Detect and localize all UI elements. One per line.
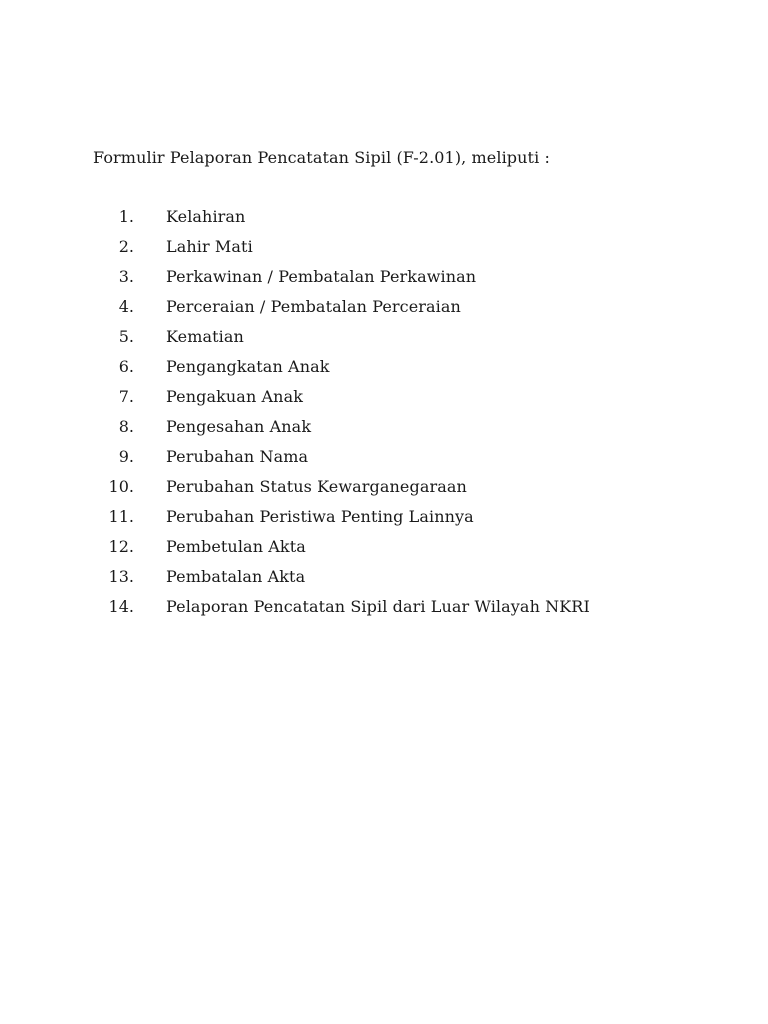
list-item [0,536,768,566]
list-item-number: 1. [118,207,134,226]
list-item-text: Pelaporan Pencatatan Sipil dari Luar Wilayah NKRI [166,597,590,616]
list-item-text: Pengakuan Anak [166,387,304,406]
list-item [0,566,768,596]
list-item-number: 10. [108,477,134,496]
form-list [0,206,768,626]
list-item-text: Kelahiran [166,207,246,226]
list-item [0,296,768,326]
list-item-number: 4. [118,297,134,316]
list-item-text: Lahir Mati [166,237,253,256]
list-item-text: Pengangkatan Anak [166,357,330,376]
list-item [0,356,768,386]
list-item [0,596,768,626]
list-item [0,326,768,356]
list-item-text: Pengesahan Anak [166,417,312,436]
list-item-number: 7. [118,387,134,406]
list-item-text: Pembatalan Akta [166,567,306,586]
list-item-text: Perubahan Peristiwa Penting Lainnya [166,507,474,526]
list-item [0,506,768,536]
list-item-number: 6. [118,357,134,376]
list-item-number: 2. [118,237,134,256]
list-item-text: Perubahan Status Kewarganegaraan [166,477,467,496]
list-item-number: 13. [108,567,134,586]
list-item-text: Perkawinan / Pembatalan Perkawinan [166,267,477,286]
list-item-number: 3. [118,267,134,286]
list-item-number: 11. [108,507,134,526]
list-item-text: Pembetulan Akta [166,537,306,556]
list-item [0,416,768,446]
list-item-text: Kematian [166,327,244,346]
list-item-number: 8. [118,417,134,436]
list-item-number: 14. [108,597,134,616]
list-item [0,446,768,476]
list-item [0,266,768,296]
list-item [0,476,768,506]
list-item [0,206,768,236]
list-item-number: 9. [118,447,134,466]
list-item [0,236,768,266]
list-item-number: 12. [108,537,134,556]
intro-text: Formulir Pelaporan Pencatatan Sipil (F-2.01), meliputi : [93,148,550,167]
list-item-text: Perubahan Nama [166,447,309,466]
list-item [0,386,768,416]
list-item-text: Perceraian / Pembatalan Perceraian [166,297,461,316]
list-item-number: 5. [118,327,134,346]
